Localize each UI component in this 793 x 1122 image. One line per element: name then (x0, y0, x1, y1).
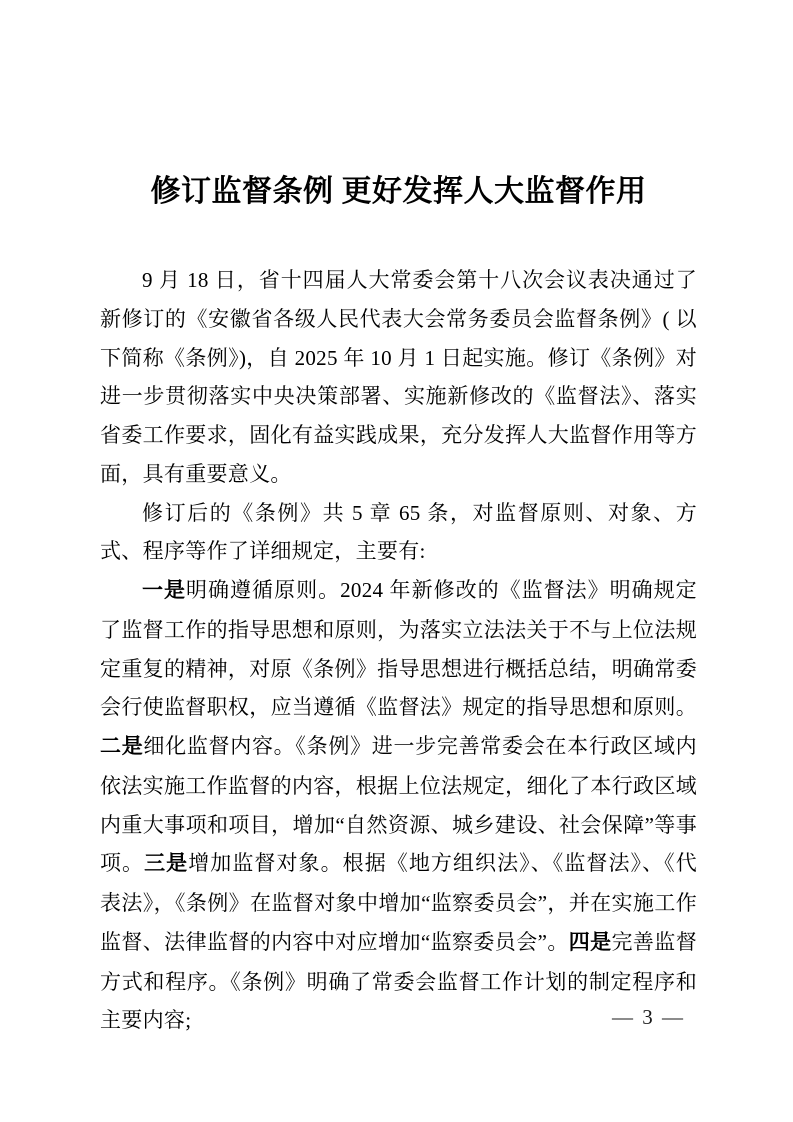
lead-point-4: 四是 (568, 930, 612, 954)
point-1-text: 明确遵循原则。2024 年新修改的《监督法》明确规定了监督工作的指导思想和原则，为落实立法法关于不与上位法规定重复的精神，对原《条例》指导思想进行概括总结，明确常委会行使监督职权，应当遵循《监督法》规定的指导思想和原则。 (100, 578, 697, 720)
paragraph-intro: 9 月 18 日，省十四届人大常委会第十八次会议表决通过了新修订的《安徽省各级人民代表大会常务委员会监督条例》( 以下简称《条例》)，自 2025 年 10 月 1 日起实施。修订《条例》对进一步贯彻落实中央决策部署、实施新修改的《监督法》、落实省委工作要求，固化有益实践成果，充分发挥人大监督作用等方面，具有重要意义。 (100, 268, 697, 486)
lead-point-2: 二是 (100, 735, 144, 758)
page-number: — 3 — (612, 1005, 685, 1029)
paragraph-main-points (100, 571, 697, 1040)
point-4-text: 完善监督方式和程序。《条例》明确了常委会监督工作计划的制定程序和主要内容; (100, 929, 697, 1033)
point-2-text: 细化监督内容。《条例》进一步完善常委会在本行政区域内依法实施工作监督的内容，根据上位法规定，细化了本行政区域内重大事项和项目，增加“自然资源、城乡建设、社会保障”等事项。 (100, 734, 697, 876)
paragraph-overview: 修订后的《条例》共 5 章 65 条，对监督原则、对象、方式、程序等作了详细规定，主要有: (100, 500, 697, 564)
lead-point-1: 一是 (142, 579, 187, 602)
point-3-text: 增加监督对象。根据《地方组织法》、《监督法》、《代表法》，《条例》在监督对象中增加“监察委员会”，并在实施工作监督、法律监督的内容中对应增加“监察委员会”。 (100, 851, 697, 954)
document-body (100, 261, 697, 1040)
lead-point-3: 三是 (144, 852, 189, 876)
document-title: 修订监督条例 更好发挥人大监督作用 (150, 175, 647, 208)
